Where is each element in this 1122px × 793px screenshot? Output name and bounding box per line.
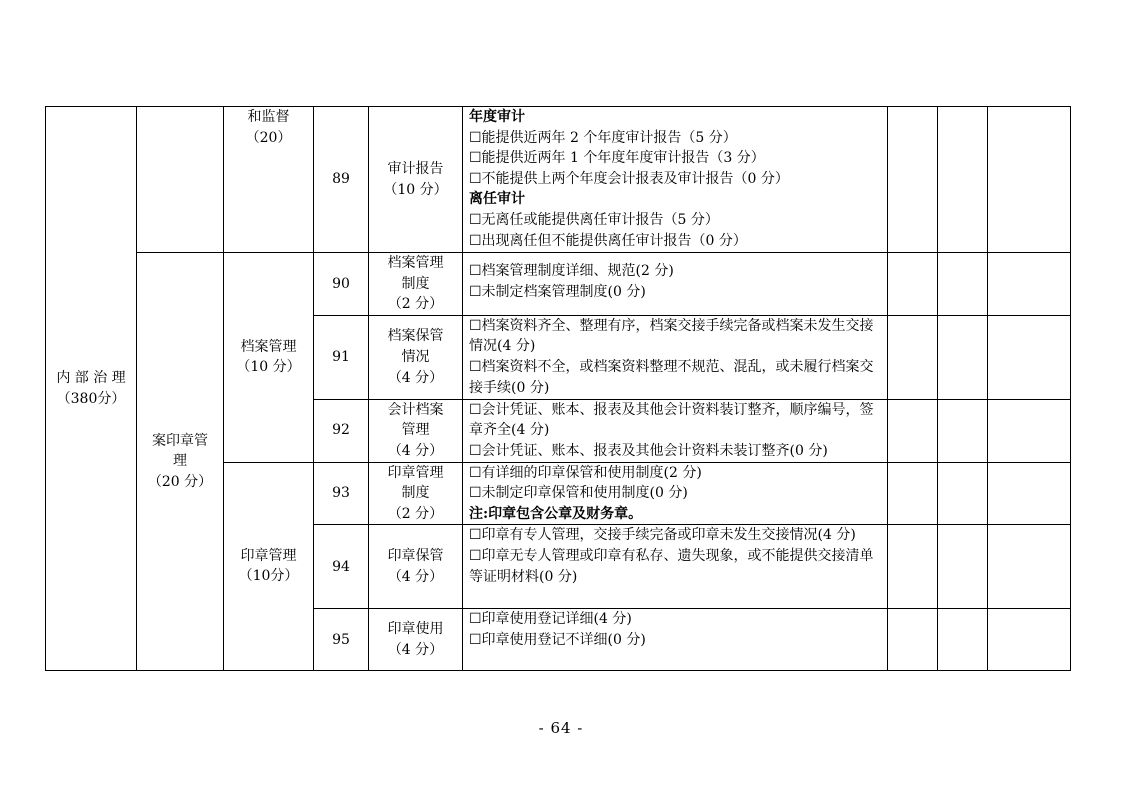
criteria-cell (463, 107, 888, 253)
item-name-cont: 制度 (401, 485, 430, 502)
section-prev-cell (224, 107, 314, 253)
subsection-seal-cell (224, 462, 314, 671)
blank-score-cell (888, 107, 938, 253)
item-name-cont: 情况 (401, 348, 430, 365)
section-title: 案印章管 (152, 432, 208, 449)
blank-score-cell (888, 525, 938, 609)
blank-remark-cell (988, 399, 1071, 462)
criteria-line: ☐档案资料不全，或档案资料整理不规范、混乱，或未履行档案交接手续(0 分) (469, 358, 874, 396)
criteria-heading: 离任审计 (469, 191, 525, 208)
criteria-note: 注:印章包含公章及财务章。 (469, 505, 643, 522)
item-number: 93 (314, 462, 369, 525)
item-name-cell (369, 399, 463, 462)
blank-score-cell (938, 107, 988, 253)
section-cell (137, 253, 224, 671)
scoring-table (45, 106, 1071, 671)
blank-score-cell (888, 399, 938, 462)
criteria-line: ☐印章无专人管理或印章有私存、遗失现象，或不能提供交接清单等证明材料(0 分) (469, 547, 874, 585)
item-number: 89 (314, 107, 369, 253)
item-name-cell (369, 253, 463, 316)
item-name-cell (369, 525, 463, 609)
blank-remark-cell (988, 315, 1071, 399)
criteria-line: ☐有详细的印章保管和使用制度(2 分) (469, 464, 702, 481)
criteria-line: ☐档案管理制度详细、规范(2 分) (469, 263, 674, 279)
blank-score-cell (938, 315, 988, 399)
category-score: （380分） (56, 390, 126, 407)
blank-score-cell (888, 315, 938, 399)
criteria-line: ☐会计凭证、账本、报表及其他会计资料未装订整齐(0 分) (469, 442, 828, 459)
blank-remark-cell (988, 525, 1071, 609)
blank-remark-cell (988, 609, 1071, 671)
criteria-line: ☐档案资料齐全、整理有序，档案交接手续完备或档案未发生交接情况(4 分) (469, 317, 874, 355)
section-title-cont: 理 (173, 453, 187, 470)
section-prev-title: 和监督 (247, 109, 290, 125)
criteria-line: ☐会计凭证、账本、报表及其他会计资料装订整齐，顺序编号，签章齐全(4 分) (469, 401, 874, 439)
blank-score-cell (888, 609, 938, 671)
page-number: - 64 - (538, 719, 584, 737)
item-name-cont: 管理 (401, 422, 430, 439)
item-score: （2 分） (387, 505, 444, 522)
criteria-cell (463, 253, 888, 316)
subsection-title: 印章管理 (240, 547, 297, 564)
item-name: 档案保管 (387, 328, 444, 345)
blank-score-cell (938, 253, 988, 316)
item-number: 95 (314, 609, 369, 671)
section-cell-empty (137, 107, 224, 253)
item-number: 91 (314, 315, 369, 399)
table-row (46, 107, 1071, 253)
subsection-score: （10分） (238, 568, 299, 585)
criteria-line: ☐不能提供上两个年度会计报表及审计报告（0 分） (469, 170, 789, 187)
subsection-score: （10 分） (236, 359, 301, 376)
item-name: 审计报告 (387, 160, 444, 177)
criteria-line: ☐出现离任但不能提供离任审计报告（0 分） (469, 232, 747, 249)
blank-score-cell (888, 462, 938, 525)
item-name: 印章管理 (387, 464, 444, 481)
blank-score-cell (938, 462, 988, 525)
criteria-line: ☐能提供近两年 1 个年度年度审计报告（3 分） (469, 150, 765, 167)
blank-score-cell (938, 609, 988, 671)
blank-score-cell (938, 399, 988, 462)
criteria-cell (463, 609, 888, 671)
criteria-cell (463, 525, 888, 609)
item-name-cont: 制度 (401, 275, 430, 292)
item-score: （10 分） (383, 181, 448, 198)
subsection-archive-cell (224, 253, 314, 463)
criteria-line: ☐能提供近两年 2 个年度审计报告（5 分） (469, 129, 737, 146)
criteria-cell (463, 399, 888, 462)
blank-score-cell (938, 525, 988, 609)
item-number: 90 (314, 253, 369, 316)
table-row (46, 253, 1071, 316)
blank-remark-cell (988, 253, 1071, 316)
item-name: 印章使用 (387, 621, 444, 638)
blank-score-cell (888, 253, 938, 316)
item-name: 会计档案 (387, 401, 444, 418)
criteria-cell (463, 315, 888, 399)
item-name: 档案管理 (387, 255, 444, 271)
item-score: （4 分） (387, 442, 444, 459)
criteria-line: ☐印章使用登记不详细(0 分) (469, 631, 646, 648)
criteria-line: ☐印章有专人管理，交接手续完备或印章未发生交接情况(4 分) (469, 527, 856, 544)
criteria-line: ☐印章使用登记详细(4 分) (469, 611, 632, 628)
criteria-cell (463, 462, 888, 525)
item-score: （4 分） (387, 568, 444, 585)
criteria-line: ☐无离任或能提供离任审计报告（5 分） (469, 211, 719, 228)
criteria-line: ☐未制定印章保管和使用制度(0 分) (469, 485, 688, 502)
item-name-cell (369, 609, 463, 671)
blank-remark-cell (988, 107, 1071, 253)
item-score: （4 分） (387, 641, 444, 658)
section-score: （20 分） (147, 473, 213, 490)
blank-remark-cell (988, 462, 1071, 525)
item-number: 92 (314, 399, 369, 462)
section-prev-score: （20） (245, 129, 292, 146)
item-name: 印章保管 (387, 548, 444, 565)
item-score: （4 分） (387, 369, 444, 386)
category-cell (46, 107, 137, 671)
criteria-line: ☐未制定档案管理制度(0 分) (469, 283, 646, 300)
item-number: 94 (314, 525, 369, 609)
category-title: 内 部 治 理 (56, 370, 126, 387)
item-name-cell (369, 107, 463, 253)
item-score: （2 分） (387, 296, 444, 313)
criteria-heading: 年度审计 (469, 109, 525, 125)
item-name-cell (369, 462, 463, 525)
item-name-cell (369, 315, 463, 399)
subsection-title: 档案管理 (240, 338, 297, 355)
